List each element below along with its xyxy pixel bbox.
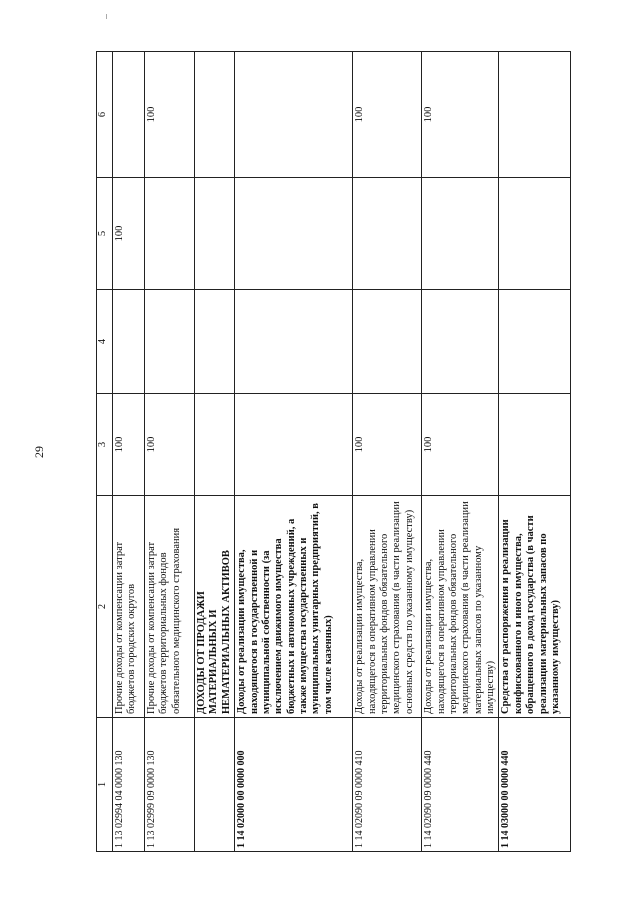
row-col-3: 100 — [113, 394, 145, 496]
row-col-4 — [145, 290, 195, 394]
table-row — [422, 52, 499, 852]
page-number: 29 — [32, 446, 46, 458]
header-col-2: 2 — [97, 496, 113, 718]
row-name: Доходы от реализации имущества, находящегося в оперативном управлении территориальных фондов обязательного медицинского страхования (в части реализации основных средств по указанному имуществу) — [353, 496, 422, 718]
table-rotated-container — [96, 52, 561, 852]
row-name: Прочие доходы от компенсации затрат бюджетов территориальных фондов обязательного медицинского страхования — [145, 496, 195, 718]
row-col-4 — [195, 290, 235, 394]
table-row — [195, 52, 235, 852]
row-col-6 — [235, 52, 353, 178]
row-name: Прочие доходы от компенсации затрат бюджетов городских округов — [113, 496, 145, 718]
row-col-3 — [499, 394, 571, 496]
row-code: 1 13 02999 09 0000 130 — [145, 718, 195, 852]
table-header-row — [97, 52, 113, 852]
row-name: Доходы от реализации имущества, находящегося в государственной и муниципальной собственности (за исключением движимого имущества бюджетных и автономных учреждений, а также имущества государственных и муниципальных унитарных предприятий, в том числе казенных) — [235, 496, 353, 718]
row-col-6: 100 — [353, 52, 422, 178]
row-col-5: 100 — [113, 178, 145, 290]
row-col-6: 100 — [145, 52, 195, 178]
row-col-6 — [499, 52, 571, 178]
row-col-4 — [422, 290, 499, 394]
table-row — [353, 52, 422, 852]
row-col-3: 100 — [353, 394, 422, 496]
row-col-6 — [113, 52, 145, 178]
row-name: Средства от распоряжения и реализации конфискованного и иного имущества, обращенного в доход государства (в части реализации материальных запасов по указанному имуществу) — [499, 496, 571, 718]
header-col-4: 4 — [97, 290, 113, 394]
row-code — [195, 718, 235, 852]
row-col-6 — [195, 52, 235, 178]
row-col-4 — [499, 290, 571, 394]
row-code: 1 14 02090 09 0000 440 — [422, 718, 499, 852]
row-col-5 — [353, 178, 422, 290]
row-col-5 — [422, 178, 499, 290]
header-col-1: 1 — [97, 718, 113, 852]
table-rotation-frame — [96, 52, 561, 852]
table-row — [499, 52, 571, 852]
row-code: 1 14 02090 09 0000 410 — [353, 718, 422, 852]
row-col-5 — [195, 178, 235, 290]
table-row — [235, 52, 353, 852]
row-col-4 — [235, 290, 353, 394]
header-col-6: 6 — [97, 52, 113, 178]
row-code: 1 14 02000 00 0000 000 — [235, 718, 353, 852]
row-col-5 — [499, 178, 571, 290]
row-code: 1 13 02994 04 0000 130 — [113, 718, 145, 852]
table-row — [113, 52, 145, 852]
row-col-3 — [195, 394, 235, 496]
row-col-5 — [235, 178, 353, 290]
header-col-5: 5 — [97, 178, 113, 290]
row-col-4 — [353, 290, 422, 394]
row-col-5 — [145, 178, 195, 290]
header-col-3: 3 — [97, 394, 113, 496]
row-col-3: 100 — [145, 394, 195, 496]
row-col-4 — [113, 290, 145, 394]
budget-revenue-table — [96, 51, 571, 852]
row-code: 1 14 03000 00 0000 440 — [499, 718, 571, 852]
row-col-6: 100 — [422, 52, 499, 178]
section-heading: ДОХОДЫ ОТ ПРОДАЖИ МАТЕРИАЛЬНЫХ И НЕМАТЕРИАЛЬНЫХ АКТИВОВ — [195, 496, 235, 718]
row-name: Доходы от реализации имущества, находящегося в оперативном управлении территориальных фондов обязательного медицинского страхования (в части реализации материальных запасов по указанному имуществу) — [422, 496, 499, 718]
table-row — [145, 52, 195, 852]
scan-speck — [106, 14, 107, 19]
row-col-3 — [235, 394, 353, 496]
row-col-3: 100 — [422, 394, 499, 496]
